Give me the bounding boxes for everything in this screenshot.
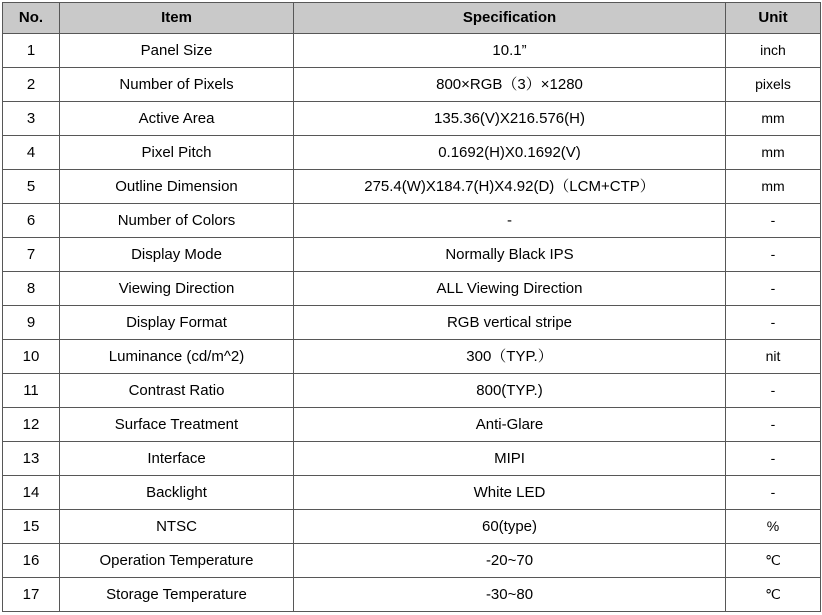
cell-spec: 275.4(W)X184.7(H)X4.92(D)（LCM+CTP） xyxy=(294,170,726,204)
cell-spec: 0.1692(H)X0.1692(V) xyxy=(294,136,726,170)
cell-spec: RGB vertical stripe xyxy=(294,306,726,340)
column-header-no: No. xyxy=(3,3,60,34)
cell-no: 8 xyxy=(3,272,60,306)
table-row xyxy=(3,68,821,102)
cell-item: Display Format xyxy=(60,306,294,340)
table-row xyxy=(3,510,821,544)
table-row xyxy=(3,408,821,442)
cell-item: Outline Dimension xyxy=(60,170,294,204)
cell-spec: 300（TYP.） xyxy=(294,340,726,374)
table-row xyxy=(3,238,821,272)
cell-unit: - xyxy=(726,442,821,476)
column-header-spec: Specification xyxy=(294,3,726,34)
cell-unit: - xyxy=(726,408,821,442)
cell-spec: - xyxy=(294,204,726,238)
cell-item: Pixel Pitch xyxy=(60,136,294,170)
cell-item: Display Mode xyxy=(60,238,294,272)
table-row xyxy=(3,170,821,204)
table-row xyxy=(3,102,821,136)
table-row xyxy=(3,578,821,612)
cell-no: 16 xyxy=(3,544,60,578)
table-row xyxy=(3,442,821,476)
cell-no: 14 xyxy=(3,476,60,510)
cell-spec: 60(type) xyxy=(294,510,726,544)
cell-item: Operation Temperature xyxy=(60,544,294,578)
cell-item: Viewing Direction xyxy=(60,272,294,306)
cell-unit: mm xyxy=(726,102,821,136)
cell-unit: - xyxy=(726,272,821,306)
cell-spec: Anti-Glare xyxy=(294,408,726,442)
cell-item: Active Area xyxy=(60,102,294,136)
cell-item: Interface xyxy=(60,442,294,476)
specification-table xyxy=(2,2,821,612)
cell-spec: MIPI xyxy=(294,442,726,476)
cell-item: Contrast Ratio xyxy=(60,374,294,408)
cell-unit: mm xyxy=(726,170,821,204)
cell-spec: 800×RGB（3）×1280 xyxy=(294,68,726,102)
cell-unit: mm xyxy=(726,136,821,170)
cell-spec: 800(TYP.) xyxy=(294,374,726,408)
cell-unit: - xyxy=(726,476,821,510)
cell-item: Surface Treatment xyxy=(60,408,294,442)
cell-unit: - xyxy=(726,204,821,238)
cell-no: 2 xyxy=(3,68,60,102)
cell-unit: nit xyxy=(726,340,821,374)
cell-no: 3 xyxy=(3,102,60,136)
cell-unit: - xyxy=(726,306,821,340)
cell-no: 4 xyxy=(3,136,60,170)
cell-unit: - xyxy=(726,238,821,272)
table-row xyxy=(3,306,821,340)
table-row xyxy=(3,272,821,306)
cell-unit: ℃ xyxy=(726,544,821,578)
cell-unit: pixels xyxy=(726,68,821,102)
cell-no: 15 xyxy=(3,510,60,544)
table-header xyxy=(3,3,821,34)
cell-item: Storage Temperature xyxy=(60,578,294,612)
cell-spec: -30~80 xyxy=(294,578,726,612)
table-body xyxy=(3,34,821,612)
table-row xyxy=(3,34,821,68)
cell-no: 9 xyxy=(3,306,60,340)
cell-spec: 10.1” xyxy=(294,34,726,68)
table-header-row xyxy=(3,3,821,34)
cell-item: Number of Colors xyxy=(60,204,294,238)
table-row xyxy=(3,136,821,170)
cell-item: Number of Pixels xyxy=(60,68,294,102)
cell-no: 13 xyxy=(3,442,60,476)
cell-no: 11 xyxy=(3,374,60,408)
cell-no: 12 xyxy=(3,408,60,442)
cell-unit: - xyxy=(726,374,821,408)
cell-item: Luminance (cd/m^2) xyxy=(60,340,294,374)
table-row xyxy=(3,374,821,408)
cell-no: 6 xyxy=(3,204,60,238)
cell-item: Panel Size xyxy=(60,34,294,68)
cell-unit: ℃ xyxy=(726,578,821,612)
cell-no: 10 xyxy=(3,340,60,374)
cell-no: 1 xyxy=(3,34,60,68)
cell-no: 7 xyxy=(3,238,60,272)
cell-item: NTSC xyxy=(60,510,294,544)
table-row xyxy=(3,476,821,510)
cell-unit: inch xyxy=(726,34,821,68)
cell-spec: ALL Viewing Direction xyxy=(294,272,726,306)
cell-spec: Normally Black IPS xyxy=(294,238,726,272)
cell-no: 17 xyxy=(3,578,60,612)
cell-spec: -20~70 xyxy=(294,544,726,578)
cell-unit: % xyxy=(726,510,821,544)
table-row xyxy=(3,544,821,578)
column-header-unit: Unit xyxy=(726,3,821,34)
cell-no: 5 xyxy=(3,170,60,204)
cell-spec: White LED xyxy=(294,476,726,510)
cell-spec: 135.36(V)X216.576(H) xyxy=(294,102,726,136)
column-header-item: Item xyxy=(60,3,294,34)
cell-item: Backlight xyxy=(60,476,294,510)
table-row xyxy=(3,204,821,238)
table-row xyxy=(3,340,821,374)
